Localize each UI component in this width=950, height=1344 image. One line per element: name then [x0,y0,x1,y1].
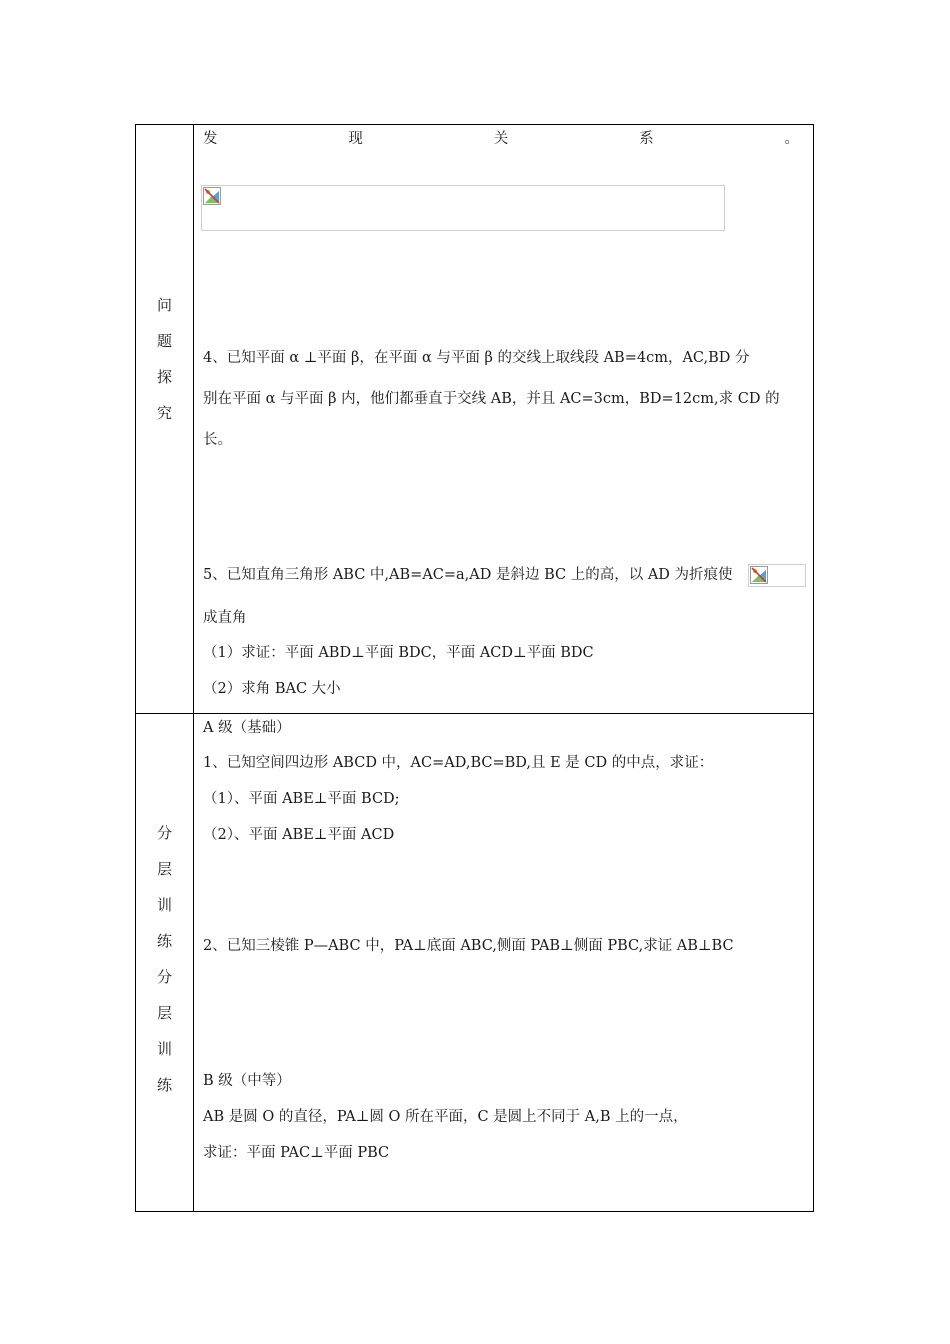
inline-image-placeholder [748,564,806,587]
exercise-a1-question-1: （1）、平面 ABE⊥平面 BCD; [203,791,400,807]
problem-4-line-1: 4、已知平面 α ⊥平面 β，在平面 α 与平面 β 的交线上取线段 AB=4cm，AC,BD 分 [203,350,750,366]
level-a-heading: A 级（基础） [203,720,291,736]
problem-4-line-3: 长。 [203,432,232,448]
problem-5-question-2: （2）求角 BAC 大小 [203,681,341,697]
image-placeholder [201,185,725,231]
problem-4-line-2: 别在平面 α 与平面 β 内，他们都垂直于交线 AB，并且 AC=3cm，BD=12cm,求 CD 的 [203,391,780,407]
row-divider [136,713,813,714]
broken-image-icon [750,566,768,584]
broken-image-icon [203,187,221,205]
problem-5-line-1: 5、已知直角三角形 ABC 中,AB=AC=a,AD 是斜边 BC 上的高，以 AD 为折痕使 [203,567,733,583]
level-b-heading: B 级（中等） [203,1073,291,1089]
exercise-b1: AB 是圆 O 的直径，PA⊥圆 O 所在平面，C 是圆上不同于 A,B 上的一点， [203,1109,688,1125]
exercise-b1-question: 求证：平面 PAC⊥平面 PBC [203,1145,390,1161]
exercise-a1: 1、已知空间四边形 ABCD 中，AC=AD,BC=BD,且 E 是 CD 的中点，求证： [203,755,714,771]
worksheet-table [135,124,814,1212]
exercise-a1-question-2: （2）、平面 ABE⊥平面 ACD [203,827,395,843]
discover-relation-line: 发 现 关 系 。 [203,131,799,147]
section-label-layered-training: 分 层 训 练 分 层 训 练 [156,824,172,1094]
problem-5-question-1: （1）求证：平面 ABD⊥平面 BDC，平面 ACD⊥平面 BDC [203,645,594,661]
section-label-inquiry: 问 题 探 究 [156,296,172,422]
column-divider [193,125,194,1211]
exercise-a2: 2、已知三棱锥 P—ABC 中，PA⊥底面 ABC,侧面 PAB⊥侧面 PBC,求证 AB⊥BC [203,938,734,954]
problem-5-line-2: 成直角 [203,610,247,626]
